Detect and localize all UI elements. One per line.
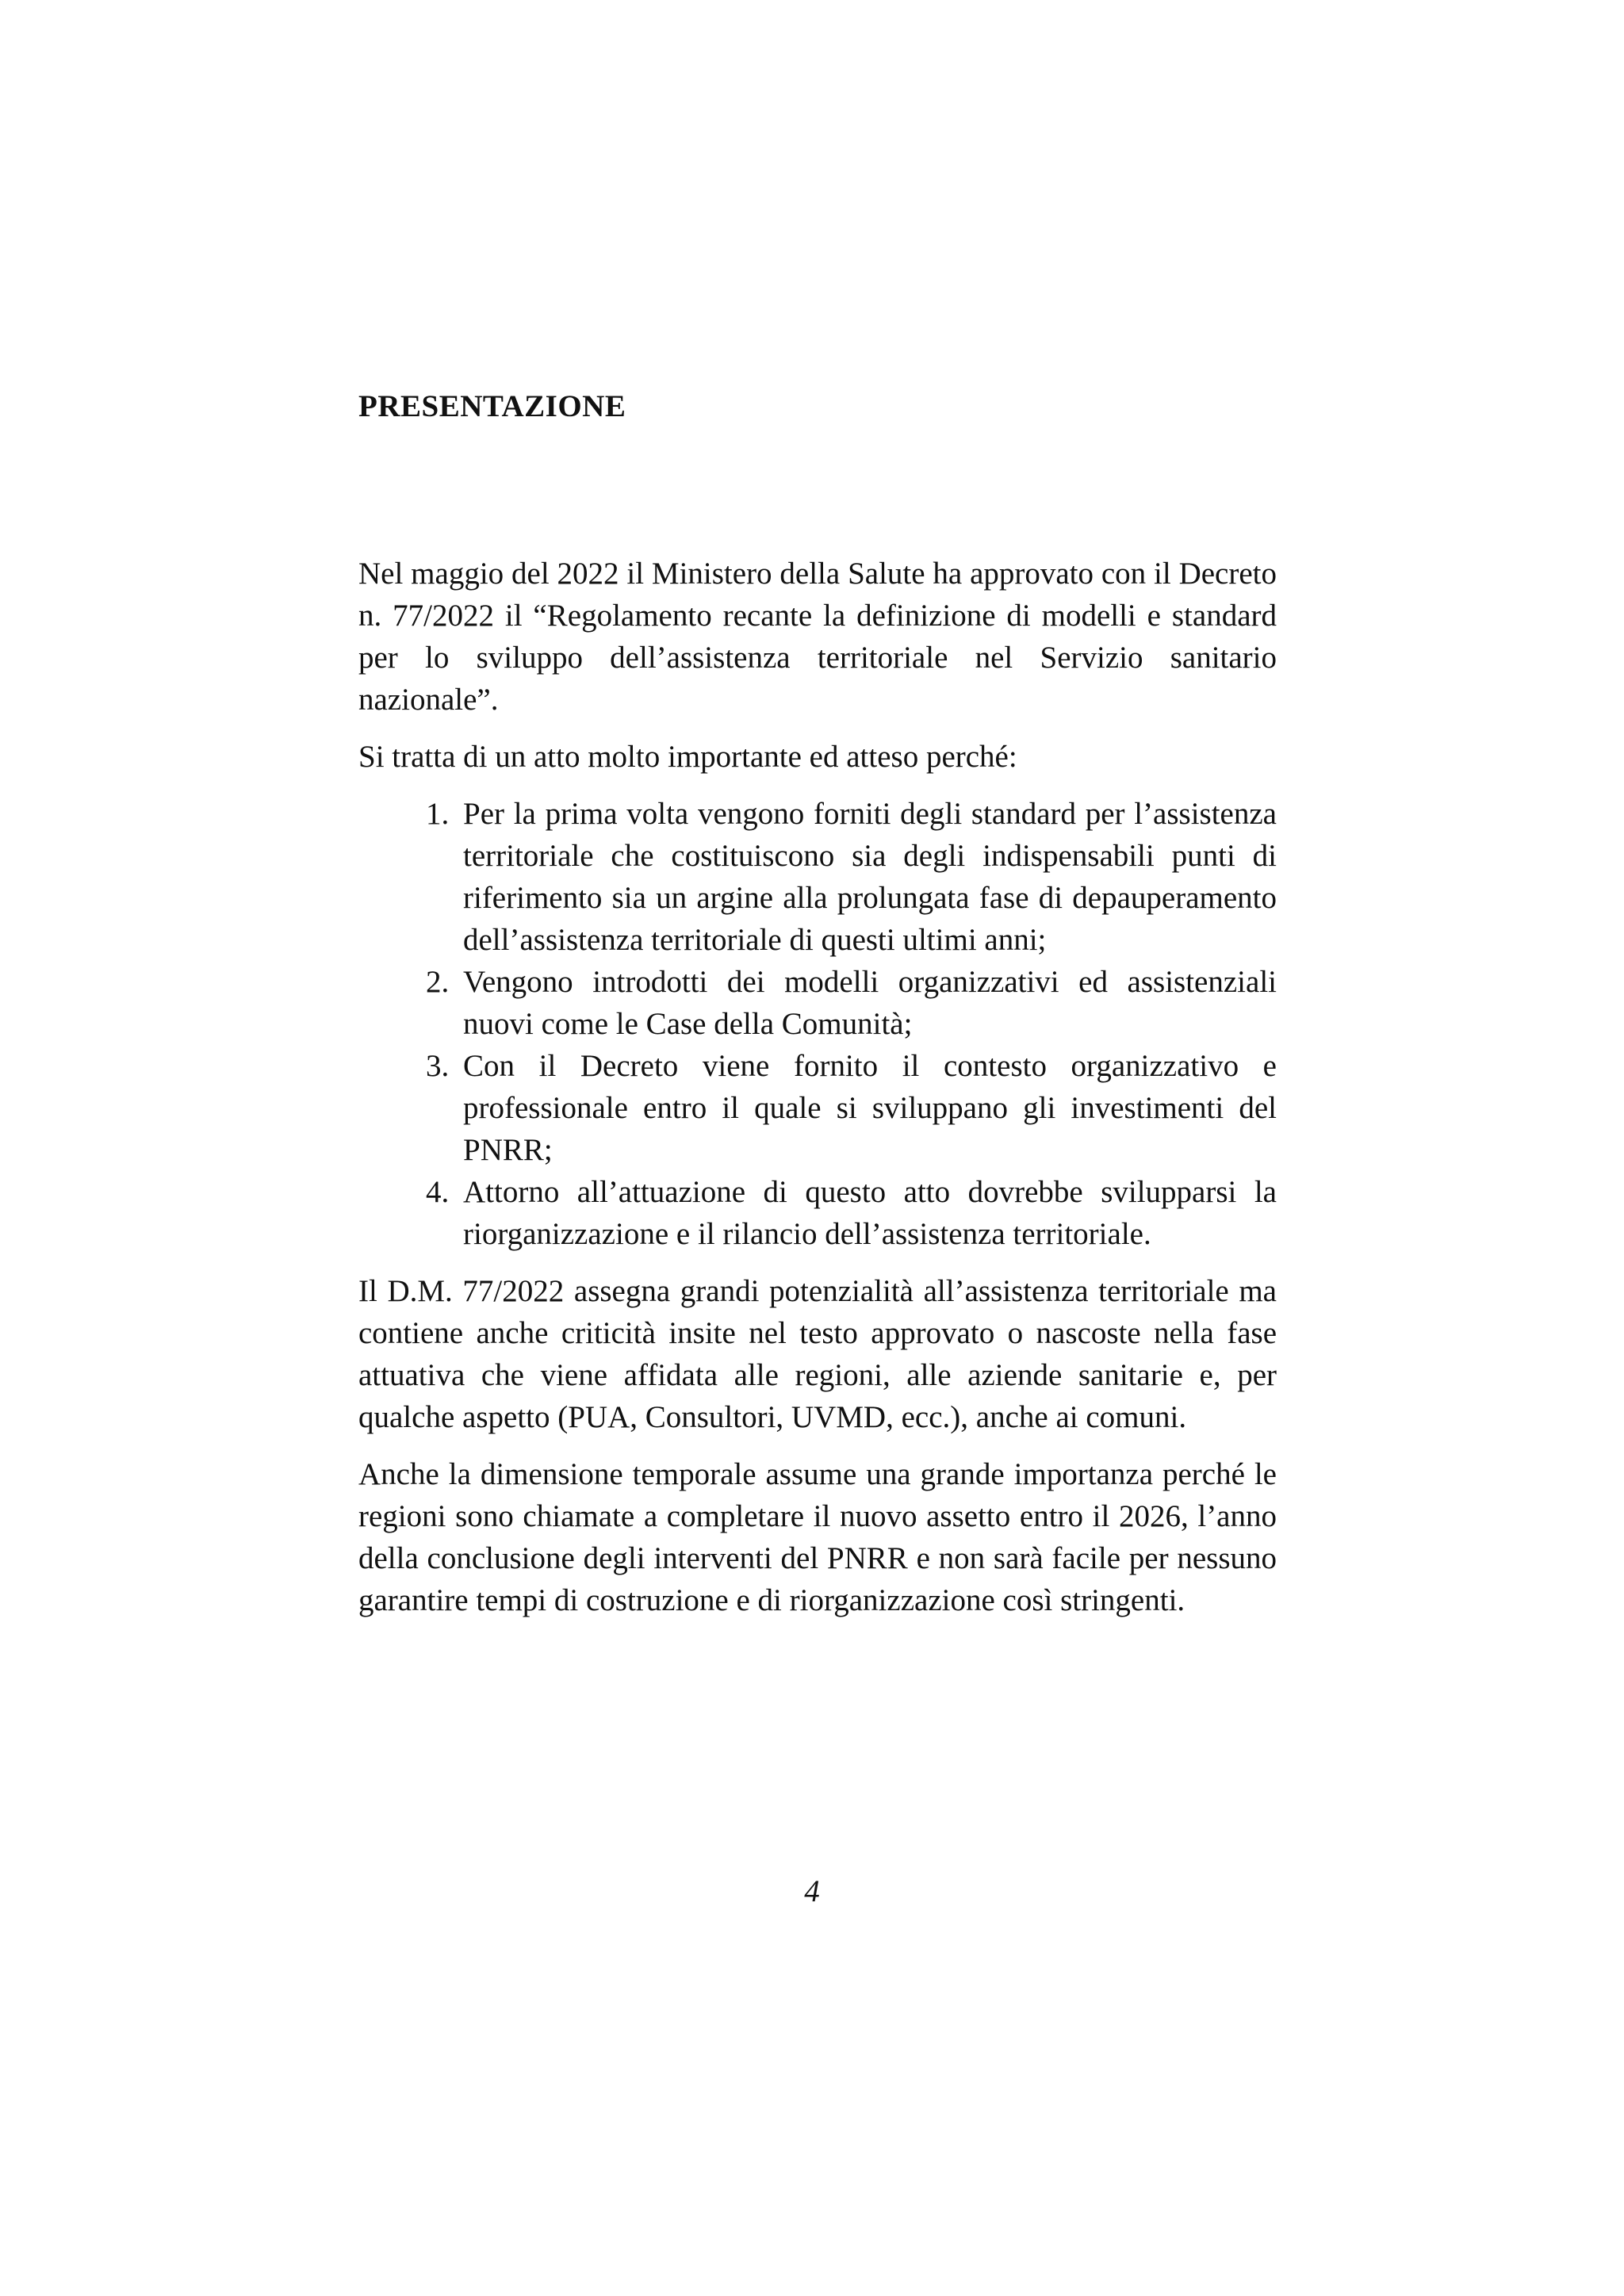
page-number: 4	[804, 1874, 820, 1908]
paragraph-intro: Nel maggio del 2022 il Ministero della Salute ha approvato con il Decreto n. 77/2022 il “Regolamento recante la definizione di modelli e standard per lo sviluppo dell’assistenza territoriale nel Servizio sanitario nazionale”.	[358, 557, 1277, 717]
numbered-list	[358, 793, 1277, 1255]
paragraph-timeline: Anche la dimensione temporale assume una grande importanza perché le regioni sono chiamate a completare il nuovo assetto entro il 2026, l’anno della conclusione degli interventi del PNRR e non sarà facile per nessuno garantire tempi di costruzione e di riorganizzazione così stringenti.	[358, 1457, 1277, 1617]
paragraph-list-intro: Si tratta di un atto molto importante ed atteso perché:	[358, 740, 1017, 774]
page-title: PRESENTAZIONE	[358, 389, 626, 423]
paragraph-dm-assessment: Il D.M. 77/2022 assegna grandi potenzialità all’assistenza territoriale ma contiene anche criticità insite nel testo approvato o nascoste nella fase attuativa che viene affidata alle regioni, alle aziende sanitarie e, per qualche aspetto (PUA, Consultori, UVMD, ecc.), anche ai comuni.	[358, 1274, 1277, 1434]
list-item: 2. Vengono introdotti dei modelli organizzativi ed assistenziali nuovi come le Case della Comunità;	[457, 961, 1277, 1045]
list-item: 3. Con il Decreto viene fornito il contesto organizzativo e professionale entro il quale si sviluppano gli investimenti del PNRR;	[457, 1045, 1277, 1171]
list-item: 1. Per la prima volta vengono forniti degli standard per l’assistenza territoriale che costituiscono sia degli indispensabili punti di riferimento sia un argine alla prolungata fase di depauperamento dell’assistenza territoriale di questi ultimi anni;	[457, 793, 1277, 961]
document-body	[358, 553, 1277, 1636]
list-item: 4. Attorno all’attuazione di questo atto dovrebbe svilupparsi la riorganizzazione e il rilancio dell’assistenza territoriale.	[457, 1171, 1277, 1255]
